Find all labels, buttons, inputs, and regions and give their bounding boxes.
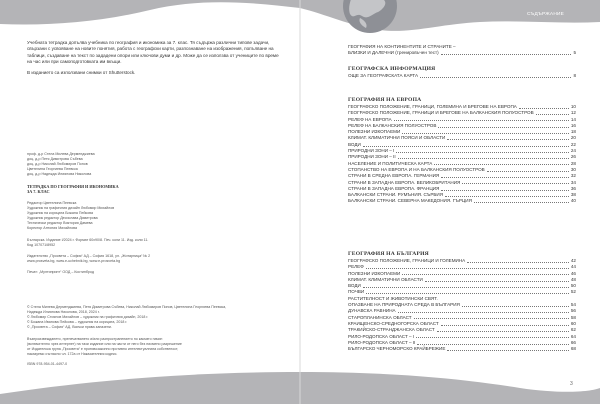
dot-leader <box>402 274 569 275</box>
toc-entry-title: БЛИЗКИ И ДАЛЕЧНИ (тренировъчен тест) <box>348 50 439 56</box>
staff-line: Редактор Цветелина Пеевска <box>27 201 77 205</box>
toc-entry-page: 22 <box>570 141 576 147</box>
toc-entry-page: 14 <box>570 116 576 122</box>
toc-entry-page: 10 <box>570 104 576 109</box>
dot-leader <box>462 306 569 307</box>
staff-line: Коректор Антония Михайлова <box>27 225 77 230</box>
toc-entry-title: БАЛКАНСКИ СТРАНИ. СЕВЕРНА МАКЕДОНИЯ. ГЪРЦИЯ <box>348 198 472 204</box>
toc-entry-page: 46 <box>570 270 576 276</box>
toc-entry-page: 64 <box>570 333 576 339</box>
toc-entry-title: БАЛКАНСКИ СТРАНИ. РУМЪНИЯ. СЪРБИЯ <box>348 192 444 198</box>
print-info-line: Българска. Издание I/2024 г. Формат 60х90/8. Печ. коли 11. Изд. коли 11. <box>27 238 149 242</box>
toc-entry-page: 5 <box>573 50 576 56</box>
dot-leader <box>363 287 569 288</box>
dot-leader <box>420 77 571 78</box>
dot-leader <box>438 127 568 128</box>
dot-leader <box>447 350 568 351</box>
toc-section-heading: ГЕОГРАФИЯ НА БЪЛГАРИЯ <box>348 251 429 257</box>
toc-entry-page: 66 <box>570 339 576 345</box>
toc-entry-page: 20 <box>570 135 576 141</box>
dot-leader <box>416 337 569 338</box>
toc-entry-page: 58 <box>570 314 576 320</box>
toc-entry-title: РЕЛЕФ НА БАЛКАНСКИЯ ПОЛУОСТРОВ <box>348 122 437 128</box>
dot-leader <box>441 54 572 55</box>
publisher-websites: www.prosveta.bg, www.e-uchebnik.bg, www.e-prosveta.bg <box>27 258 121 263</box>
toc-entry-page: 26 <box>570 154 576 160</box>
dot-leader <box>445 196 569 197</box>
copyright-block <box>27 305 287 330</box>
copyright-line: Надежда Илиянова Николова, 2018, 2024 г. <box>27 309 100 314</box>
staff-line: Художник на графичния дизайн Любомир Михайлов <box>27 205 115 210</box>
author: Цветелина Георгиева Пеевска <box>27 166 78 171</box>
isbn: ISBN 978-954-01-4497-0 <box>27 362 68 366</box>
toc-entry-title: РЕЛЕФ НА ЕВРОПА <box>348 116 392 122</box>
publisher-info <box>27 254 287 264</box>
toc-entry-page: 24 <box>570 148 576 154</box>
toc-entry-title: СТРАНИ В ЗАПАДНА ЕВРОПА. ФРАНЦИЯ <box>348 185 440 191</box>
intro-text <box>27 40 282 80</box>
dot-leader <box>441 190 569 191</box>
toc-entry-page: 56 <box>570 308 576 314</box>
right-footer-wave <box>300 372 600 404</box>
print-info <box>27 238 287 248</box>
staff-line: Художник редактор Десислава Димитрова <box>27 215 98 220</box>
toc-entry-title: РИЛО-РОДОПСКА ОБЛАСТ – I <box>348 333 415 339</box>
legal-line: от Издателска група „Просвета“ е противозаконно противно интелектуалната собственост, <box>27 346 179 351</box>
toc-entry-title: ОЩЕ ЗА ГЕОГРАФСКАТА КАРТА <box>348 73 419 78</box>
left-header-wave <box>0 0 300 24</box>
toc-entry-title: ВОДИ <box>348 141 361 147</box>
book-title <box>27 185 287 195</box>
left-footer-wave <box>0 372 300 404</box>
publisher-line: Издателство „Просвета – София“ АД – София 1618, ул. „Житарница“ № 2 <box>27 254 151 258</box>
author: доц. д-р Надежда Илиянова Николова <box>27 171 92 176</box>
book-title-line: ЗА 7. КЛАС <box>27 188 50 194</box>
toc-entry-title: ГЕОГРАФСКО ПОЛОЖЕНИЕ, ГРАНИЦИ И БРЕГОВЕ НА БАЛКАНСКИЯ ПОЛУОСТРОВ <box>348 110 534 116</box>
toc-entry-page: 36 <box>570 185 576 191</box>
toc-section-geographic-information <box>348 65 576 79</box>
toc-entry-title: КРАИЩЕНСКО-СРЕДНОГОРСКА ОБЛАСТ <box>348 320 439 326</box>
dot-leader <box>519 108 569 109</box>
toc-entry-title: ГЕОГРАФСКО ПОЛОЖЕНИЕ, ГРАНИЦИ, ГОЛЕМИНА И БРЕГОВЕ НА ЕВРОПА <box>348 104 517 109</box>
toc-entry-page: 38 <box>570 192 576 198</box>
toc-entry-title: РАСТИТЕЛНОСТ И ЖИВОТИНСКИ СВЯТ. <box>348 295 438 301</box>
toc-entry-page: 50 <box>570 283 576 289</box>
toc-section-bulgaria <box>348 250 576 352</box>
toc-entry[interactable] <box>348 73 576 79</box>
toc-entry-title: ОПАЗВАНЕ НА ПРИРОДНАТА СРЕДА В БЪЛГАРИЯ <box>348 302 460 308</box>
toc-entry-page: 62 <box>570 327 576 333</box>
legal-line: наказуемо съгласно чл. 172а от Наказателния кодекс. <box>27 351 118 356</box>
toc-entry-page: 42 <box>570 258 576 263</box>
toc-entry[interactable] <box>348 346 576 352</box>
toc-entry-page: 12 <box>570 110 576 116</box>
toc-entry-title: СТРАНИ В СРЕДНА ЕВРОПА. ГЕРМАНИЯ <box>348 173 440 179</box>
toc-entry-page: 16 <box>570 122 576 128</box>
toc-entry-page: 54 <box>570 302 576 308</box>
photo-credit: В изданието са използвани снимки от Shutterstock. <box>27 69 136 75</box>
toc-entry-title: КЛИМАТ. КЛИМАТИЧНИ ПОЯСИ И ОБЛАСТИ <box>348 135 446 141</box>
dot-leader <box>394 120 569 121</box>
toc-entry-title: ПОЛЕЗНИ ИЗКОПАЕМИ <box>348 129 401 135</box>
staff-line: Художник на корицата Божана Пейкова <box>27 210 93 215</box>
toc-entry-title: СТОПАНСТВО НА ЕВРОПА И НА БАЛКАНСКИЯ ПОЛУОСТРОВ <box>348 166 485 172</box>
toc-entry-page: 34 <box>570 179 576 185</box>
toc-entry-title: КЛИМАТ. КЛИМАТИЧНИ ОБЛАСТИ <box>348 276 423 282</box>
toc-entry-page: 8 <box>573 73 576 78</box>
author: доц. д-р Петя Димитрова Събева <box>27 156 83 161</box>
toc-entry-title: ПОЧВИ <box>348 289 365 295</box>
toc-section-europe <box>348 96 576 205</box>
toc-entry-title: ПОЛЕЗНИ ИЗКОПАЕМИ <box>348 270 401 276</box>
toc-entry-title: ДУНАВСКА РАВНИНА <box>348 308 396 314</box>
toc-entry[interactable] <box>348 198 576 204</box>
toc-entry-page: 28 <box>570 160 576 166</box>
authors-list <box>27 152 287 177</box>
dot-leader <box>487 171 569 172</box>
toc-section-heading: ГЕОГРАФИЯ НА ЕВРОПА <box>348 97 422 103</box>
page-number: 3 <box>570 381 573 387</box>
toc-entry-page: 32 <box>570 173 576 179</box>
toc-section-heading: ГЕОГРАФСКА ИНФОРМАЦИЯ <box>348 66 436 72</box>
toc-entry-page: 30 <box>570 166 576 172</box>
toc-entry[interactable] <box>348 50 576 56</box>
toc-entry-page: 68 <box>570 346 576 352</box>
dot-leader <box>396 152 568 153</box>
copyright-line: © Любомир Стоянов Михайлов – художник на графичния дизайн, 2018 г. <box>27 314 149 319</box>
toc-entry-title: ПРИРОДНИ ЗОНИ – II <box>348 154 396 160</box>
section-title: СЪДЪРЖАНИЕ <box>527 12 565 17</box>
dot-leader <box>402 133 569 134</box>
dot-leader <box>437 331 569 332</box>
dot-leader <box>366 268 569 269</box>
toc-entry-title: СТАРОПЛАНИНСКА ОБЛАСТ <box>348 314 412 320</box>
toc-entry-page: 44 <box>570 264 576 270</box>
dot-leader <box>467 262 569 263</box>
dot-leader <box>425 281 569 282</box>
toc-entry-page: 40 <box>570 198 576 204</box>
legal-line: (включително чрез интернет) на тази издание или на части от него без писмено разрешение <box>27 341 182 346</box>
dot-leader <box>462 183 569 184</box>
toc-entry-page: 48 <box>570 276 576 282</box>
toc-entry-page: 18 <box>570 129 576 135</box>
toc-entry-page: 60 <box>570 320 576 326</box>
dot-leader <box>474 202 569 203</box>
toc-entry-title: БЪЛГАРСКО ЧЕРНОМОРСКО КРАЙБРЕЖИЕ <box>348 346 446 352</box>
staff-line: Технически редактор Виктория Дамева <box>27 220 93 225</box>
dot-leader <box>441 177 569 178</box>
legal-notice <box>27 337 287 357</box>
copyright-line: © „Просвета – София“ АД. Всички права запазени. <box>27 324 112 329</box>
dot-leader <box>441 325 569 326</box>
dot-leader <box>414 318 569 319</box>
toc-entry-title: СТРАНИ В ЗАПАДНА ЕВРОПА. ВЕЛИКОБРИТАНИЯ <box>348 179 461 185</box>
dot-leader <box>366 293 569 294</box>
toc-entry-title: ГЕОГРАФСКО ПОЛОЖЕНИЕ, ГРАНИЦИ И ГОЛЕМИНА <box>348 258 466 263</box>
toc-intro <box>348 44 576 57</box>
dot-leader <box>447 139 569 140</box>
toc-entry-title: РЕЛЕФ <box>348 264 364 270</box>
toc-entry-title: НАСЕЛЕНИЕ И ПОЛИТИЧЕСКА КАРТА <box>348 160 433 166</box>
dot-leader <box>434 164 569 165</box>
toc-entry-title: ПРИРОДНИ ЗОНИ – I <box>348 148 395 154</box>
copyright-line: © Стела Милева Дерменджиева, Петя Димитрова Събева, Николай Любомиров Попов, Цветелина Георгиева Пеевска, <box>27 305 227 309</box>
toc-entry-page: 52 <box>570 289 576 295</box>
dot-leader <box>536 114 569 115</box>
dot-leader <box>398 158 569 159</box>
author: доц. д-р Николай Любомиров Попов <box>27 161 88 166</box>
intro-paragraph: Учебната тетрадка допълва учебника по география и икономика за 7. клас. Тя съдържа различни типове задачи, свързани с усвояване на новите понятия, работа с географски карти, разпознаване на изображения, попълване на таблици, създаване на текст по зададени опори или ключови думи и др. Може да се използва от учениците по време на час или при самоподготовката им вкъщи. <box>27 40 279 65</box>
dot-leader <box>398 312 569 313</box>
print-info-line: Код 107071/8952 <box>27 242 56 247</box>
toc-entry-title: ВОДИ <box>348 283 361 289</box>
dot-leader <box>363 146 569 147</box>
toc-entry-title: РИЛО-РОДОПСКА ОБЛАСТ – II <box>348 339 416 345</box>
dot-leader <box>417 344 568 345</box>
copyright-line: © Божана Иванова Пейкова – художник на корицата, 2018 г. <box>27 319 128 324</box>
printer-info: Печат: „Мултипринт“ ООД – Костинброд <box>27 270 94 274</box>
author: проф. д-р Стела Милева Дерменджиева <box>27 152 95 156</box>
book-title-line: ТЕТРАДКА ПО ГЕОГРАФИЯ И ИКОНОМИКА <box>27 184 119 189</box>
toc-entry-title: ТРАКИЙСКО-СТРАНДЖАНСКА ОБЛАСТ <box>348 327 435 333</box>
legal-line: Възпроизвеждането, препечатването и/или разпространението по какъвто начин <box>27 337 163 341</box>
toc-entry-title: ГЕОГРАФИЯ НА КОНТИНЕНТИТЕ И СТРАНИТЕ – <box>348 44 456 49</box>
staff-list <box>27 201 287 230</box>
